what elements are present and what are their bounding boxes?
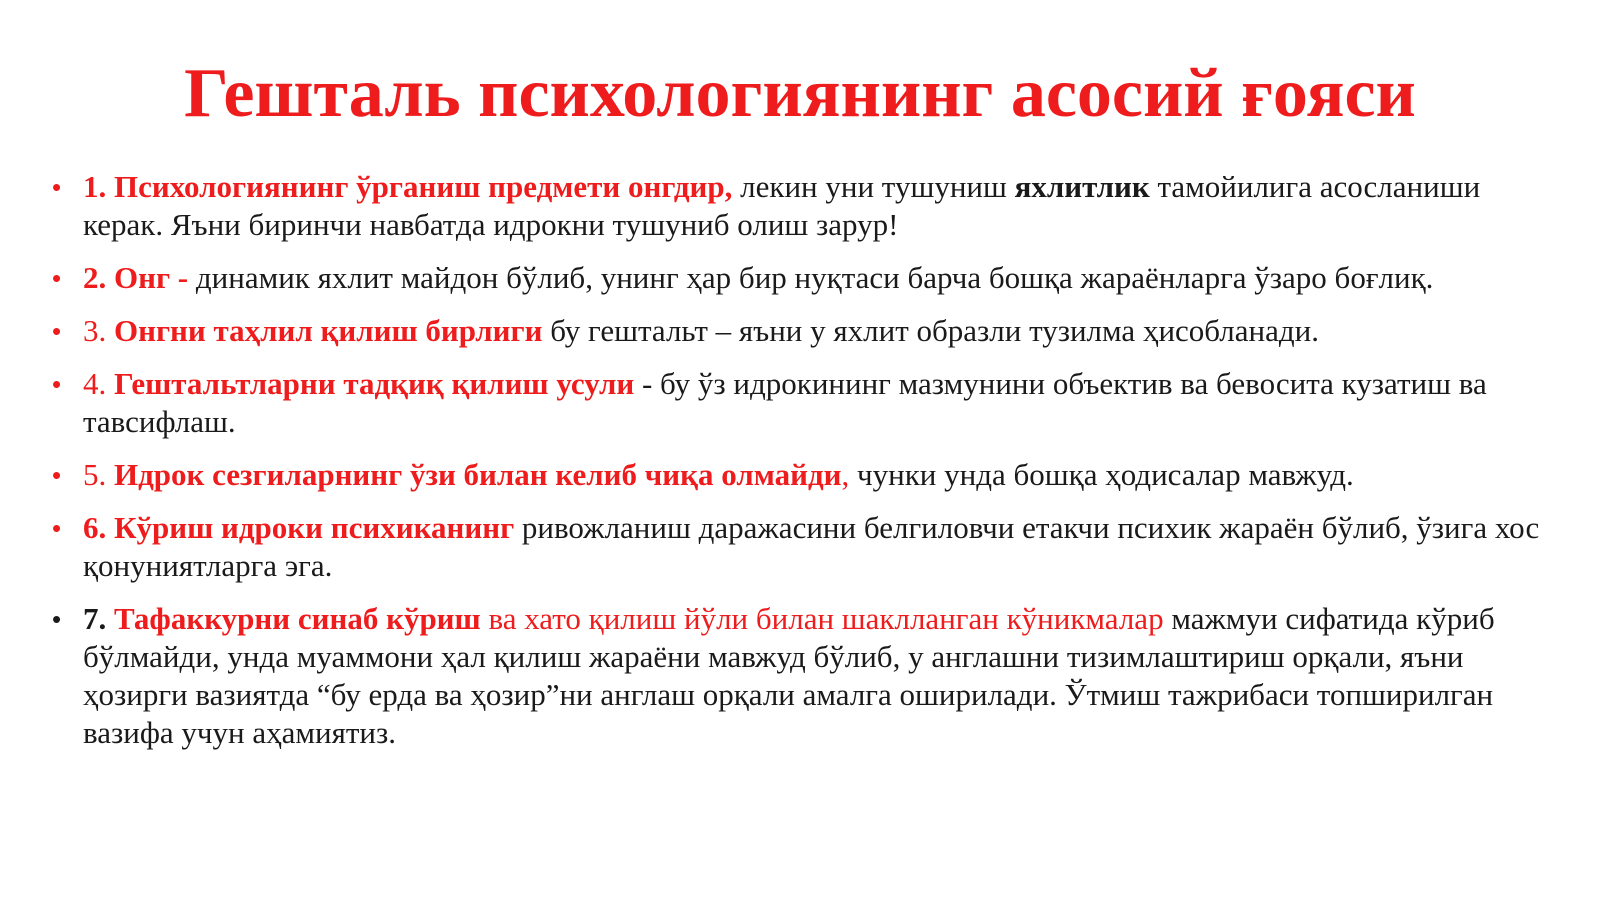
item-4-heading: Гештальтларни тадқиқ қилиш усули [114, 366, 635, 401]
bullet-icon: • [52, 316, 62, 346]
item-6-heading: 6. Кўриш идроки психиканинг [83, 510, 515, 545]
bullet-icon: • [52, 513, 62, 543]
list-item-6 [50, 509, 1550, 585]
item-3-text: бу гештальт – яъни у яхлит образли тузилма ҳисобланади. [542, 313, 1319, 348]
item-5-text: чунки унда бошқа ҳодисалар мавжуд. [849, 457, 1354, 492]
item-2-heading: 2. Онг - [83, 260, 189, 295]
bullet-icon: • [52, 172, 62, 202]
list-item-5 [50, 456, 1550, 494]
item-1-emphasis: яхлитлик [1014, 169, 1150, 204]
list-item-1 [50, 168, 1550, 244]
item-4-text: - бу ўз идрокининг мазмунини объектив ва бевосита кузатиш ва тавсифлаш. [83, 366, 1487, 439]
item-5-number: 5. [83, 457, 114, 492]
list-item-4 [50, 365, 1550, 441]
item-1-text: лекин уни тушуниш [732, 169, 1015, 204]
list-item-2 [50, 259, 1550, 297]
item-2-text: динамик яхлит майдон бўлиб, унинг ҳар бир нуқтаси барча бошқа жараёнларга ўзаро боғлиқ. [188, 260, 1434, 295]
item-1-text-end: тамойилига асосланиши керак. Яъни биринчи навбатда идрокни тушуниб олиш зарур! [83, 169, 1481, 242]
bullet-icon: • [52, 460, 62, 490]
bullet-icon: • [52, 604, 62, 634]
item-4-number: 4. [83, 366, 114, 401]
item-7-text: мажмуи сифатида кўриб бўлмайди, унда муаммони ҳал қилиш жараёни мавжуд бўлиб, у англашни тизимлаштириш орқали, яъни ҳозирги вазиятда “бу ерда ва ҳозир”ни англаш орқали амалга оширилади. Ўтмиш тажрибаси топширилган вазифа учун аҳамиятиз. [83, 601, 1495, 750]
item-3-number: 3. [83, 313, 114, 348]
bullet-icon: • [52, 263, 62, 293]
item-5-heading: Идрок сезгиларнинг ўзи билан келиб чиқа олмайди [114, 457, 842, 492]
item-6-text: ривожланиш даражасини белгиловчи етакчи психик жараён бўлиб, ўзига хос қонуниятларга эга. [83, 510, 1540, 583]
item-1-heading: 1. Психологиянинг ўрганиш предмети онгдир, [83, 169, 733, 204]
list-item-7 [50, 600, 1550, 752]
slide-title: Гешталь психологиянинг асосий ғояси [184, 55, 1416, 132]
list-item-3 [50, 312, 1550, 350]
item-3-heading: Онгни таҳлил қилиш бирлиги [114, 313, 543, 348]
item-5-comma: , [841, 457, 850, 492]
item-7-red-text: ва хато қилиш йўли билан шаклланган кўникмалар [480, 601, 1164, 636]
bullet-list [50, 168, 1550, 767]
item-7-heading: Тафаккурни синаб кўриш [114, 601, 481, 636]
item-7-number: 7. [83, 601, 114, 636]
bullet-icon: • [52, 369, 62, 399]
